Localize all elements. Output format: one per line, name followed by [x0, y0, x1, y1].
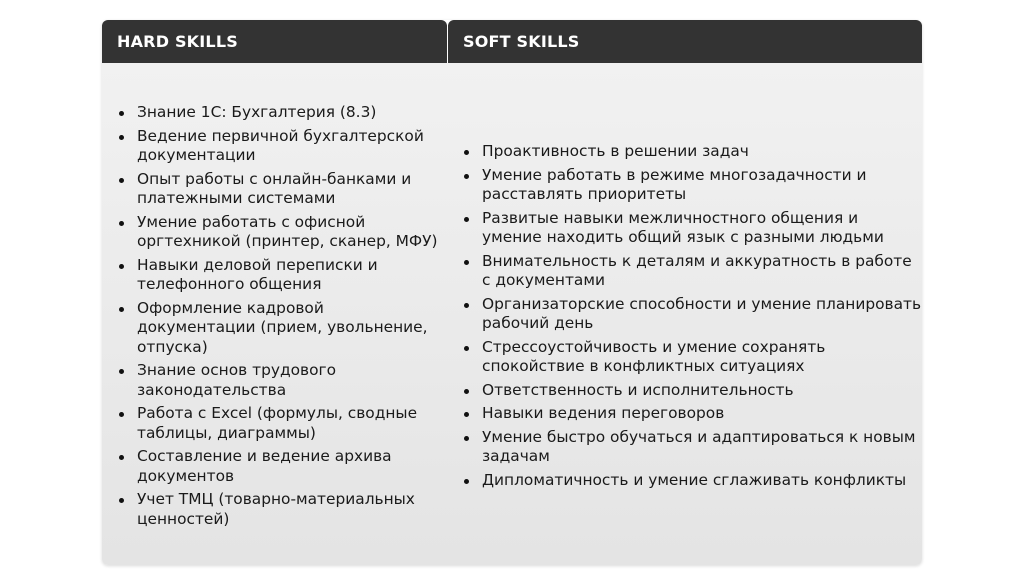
- list-item: Оформление кадровой документации (прием, увольнение, отпуска): [137, 299, 447, 358]
- list-item: Навыки ведения переговоров: [482, 404, 922, 424]
- list-item: Стрессоустойчивость и умение сохранять спокойствие в конфликтных ситуациях: [482, 338, 922, 377]
- list-item: Ответственность и исполнительность: [482, 381, 922, 401]
- hard-skills-list: [102, 95, 447, 533]
- list-item: Организаторские способности и умение планировать рабочий день: [482, 294, 922, 332]
- list-item: Работа с Excel (формулы, сводные таблицы, диаграммы): [137, 404, 447, 443]
- skills-table: [102, 20, 922, 565]
- soft-skills-column: [447, 20, 922, 565]
- list-item: Учет ТМЦ (товарно-материальных ценностей): [137, 490, 447, 529]
- list-item: Внимательность к деталям и аккуратность в работе с документами: [482, 252, 922, 291]
- list-item: Знание 1С: Бухгалтерия (8.3): [137, 103, 447, 123]
- list-item: Развитые навыки межличностного общения и умение находить общий язык с разными людьми: [482, 209, 922, 248]
- list-item: Навыки деловой переписки и телефонного общения: [137, 256, 447, 295]
- soft-skills-list: [447, 134, 922, 494]
- list-item: Опыт работы с онлайн-банками и платежными системами: [137, 170, 447, 209]
- soft-skills-header: SOFT SKILLS: [448, 20, 922, 63]
- list-item: Составление и ведение архива документов: [137, 447, 447, 486]
- soft-skills-body: [447, 63, 922, 565]
- hard-skills-header: HARD SKILLS: [102, 20, 447, 63]
- list-item: Дипломатичность и умение сглаживать конфликты: [482, 471, 922, 491]
- list-item: Умение работать в режиме многозадачности и расставлять приоритеты: [482, 166, 922, 205]
- hard-skills-column: [102, 20, 447, 565]
- list-item: Проактивность в решении задач: [482, 142, 922, 162]
- hard-skills-body: [102, 63, 447, 565]
- list-item: Ведение первичной бухгалтерской документации: [137, 127, 447, 166]
- list-item: Умение работать с офисной оргтехникой (принтер, сканер, МФУ): [137, 213, 447, 252]
- list-item: Знание основ трудового законодательства: [137, 361, 447, 400]
- list-item: Умение быстро обучаться и адаптироваться к новым задачам: [482, 428, 922, 467]
